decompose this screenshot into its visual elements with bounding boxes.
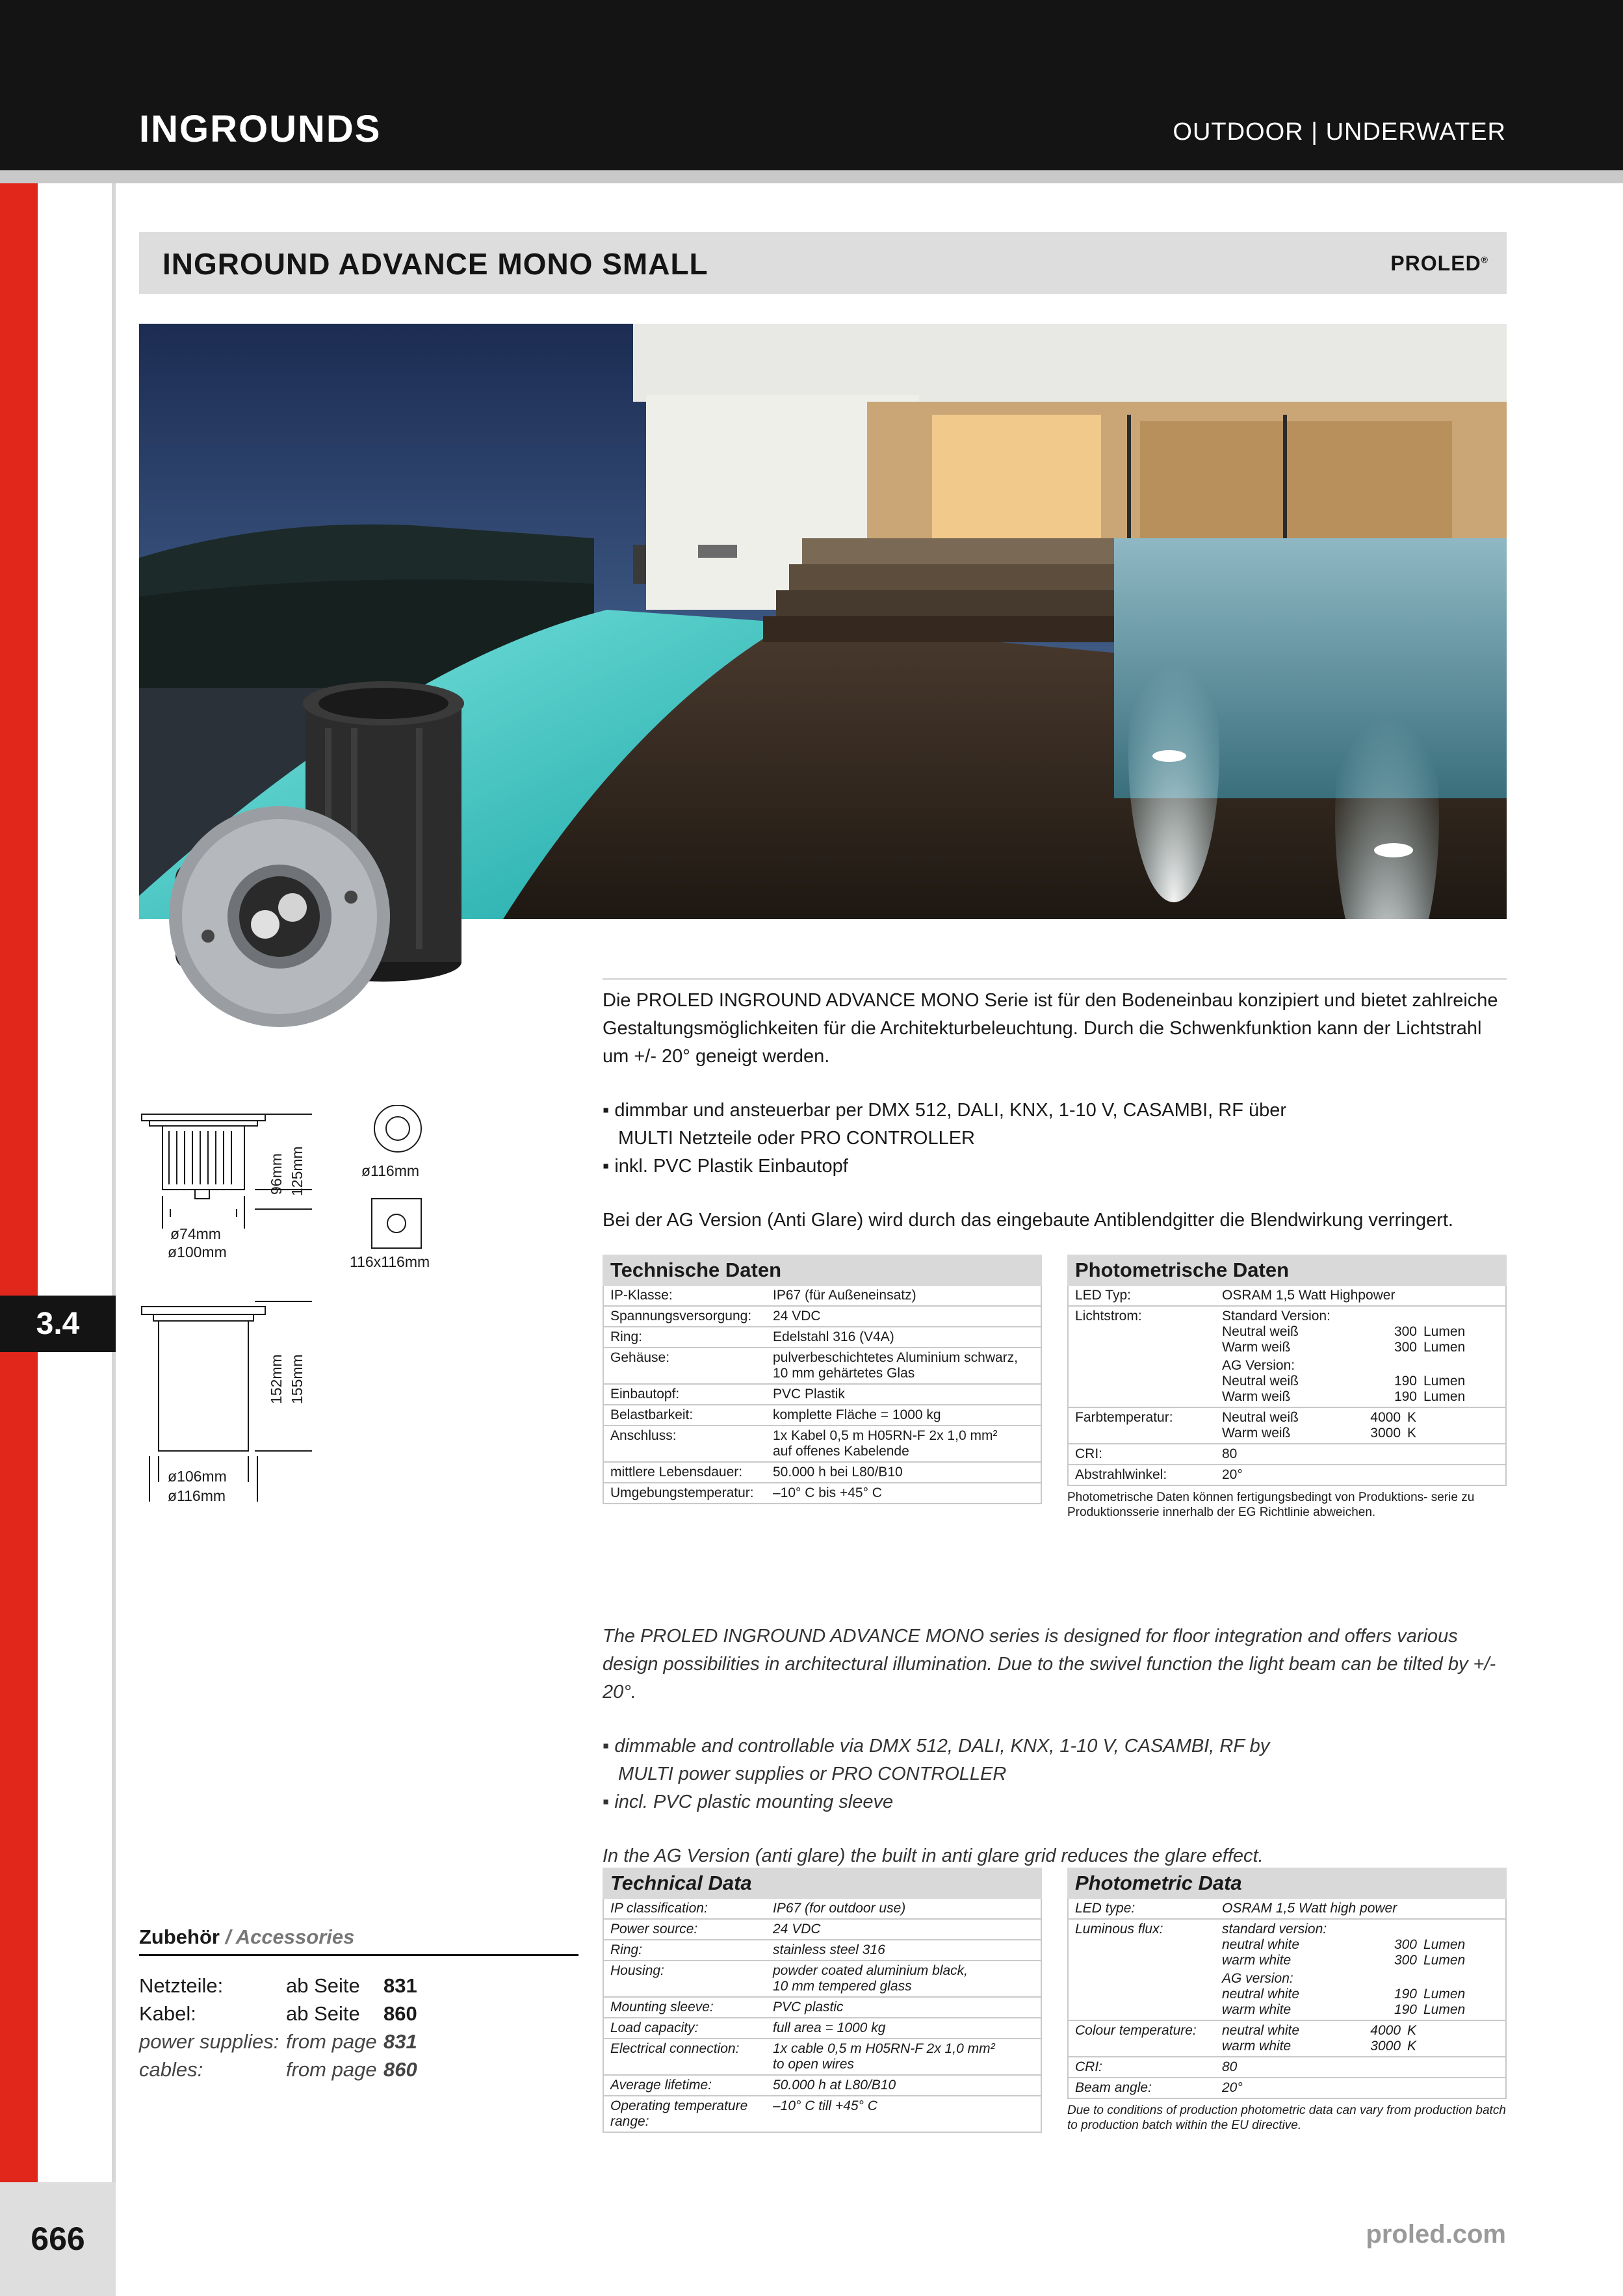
bullet-sleeve-en: ▪ incl. PVC plastic mounting sleeve	[603, 1792, 894, 1812]
photometric-table-en	[1067, 1868, 1507, 2133]
table-row: Housing: powder coated aluminium black, 10 mm tempered glass	[603, 1961, 1042, 1998]
inground-fixture-photo	[156, 676, 520, 1040]
fixture-product-image	[156, 676, 520, 1040]
table-row: Average lifetime: 50.000 h at L80/B10	[603, 2076, 1042, 2096]
dim-outer-diameter-1: ø100mm	[168, 1244, 227, 1260]
tech-data-title-en: Technical Data	[603, 1868, 1042, 1899]
product-title: INGROUND ADVANCE MONO SMALL	[162, 247, 708, 281]
bullet-control-de-cont: MULTI Netzteile oder PRO CONTROLLER	[618, 1128, 975, 1149]
table-row: Gehäuse: pulverbeschichtetes Aluminium schwarz, 10 mm gehärtetes Glas	[603, 1348, 1042, 1385]
table-row: Abstrahlwinkel: 20°	[1067, 1465, 1507, 1486]
dim-height-a-1: 96mm	[268, 1153, 285, 1195]
bullet-control-en: ▪ dimmable and controllable via DMX 512, DALI, KNX, 1-10 V, CASAMBI, RF by	[603, 1736, 1270, 1756]
bullet-control-en-cont: MULTI power supplies or PRO CONTROLLER	[618, 1764, 1007, 1784]
table-row: CRI: 80	[1067, 1444, 1507, 1465]
table-row: Electrical connection: 1x cable 0,5 m H05RN-F 2x 1,0 mm² to open wires	[603, 2039, 1042, 2076]
ag-note-en: In the AG Version (anti glare) the built in anti glare grid reduces the glare effect.	[603, 1846, 1264, 1866]
tech-data-title-de: Technische Daten	[603, 1255, 1042, 1286]
description-english	[603, 1623, 1507, 1870]
chapter-tab: 3.4	[0, 1296, 116, 1352]
table-row: Ring: Edelstahl 316 (V4A)	[603, 1327, 1042, 1348]
table-row: CRI: 80	[1067, 2057, 1507, 2078]
table-row: mittlere Lebensdauer: 50.000 h bei L80/B10	[603, 1463, 1042, 1483]
bullet-sleeve-de: ▪ inkl. PVC Plastik Einbautopf	[603, 1156, 848, 1177]
table-row: Farbtemperatur: Neutral weiß 4000 K Warm weiß 3000 K	[1067, 1408, 1507, 1444]
table-row: Einbautopf: PVC Plastik	[603, 1385, 1042, 1405]
dim-inner-diameter-1: ø74mm	[170, 1225, 221, 1242]
accent-stripe	[0, 183, 38, 2182]
description-german	[603, 987, 1507, 1234]
accessory-row-cables-en[interactable]: cables: from page 860	[139, 2058, 417, 2081]
product-header	[139, 232, 1507, 294]
dim-inner-diameter-3: ø106mm	[168, 1468, 227, 1485]
accessory-row-power-en[interactable]: power supplies: from page 831	[139, 2030, 417, 2053]
accessory-row-power[interactable]: Netzteile: ab Seite 831	[139, 1974, 417, 1997]
margin-line	[112, 183, 116, 2182]
section-subtitle: OUTDOOR | UNDERWATER	[1173, 118, 1506, 146]
table-row: Anschluss: 1x Kabel 0,5 m H05RN-F 2x 1,0 mm² auf offenes Kabelende	[603, 1426, 1042, 1463]
table-row: LED type: OSRAM 1,5 Watt high power	[1067, 1899, 1507, 1920]
table-row: Load capacity: full area = 1000 kg	[603, 2018, 1042, 2039]
accessories-title: Zubehör / Accessories	[139, 1925, 578, 1956]
table-row: IP-Klasse: IP67 (für Außeneinsatz)	[603, 1286, 1042, 1307]
table-row: Lichtstrom: Standard Version: Neutral weiß 300 Lumen Warm weiß 300 Lumen AG Version: Neutral weiß 190 Lumen Warm weiß 190 Lumen	[1067, 1307, 1507, 1408]
dim-height-a-3: 152mm	[268, 1354, 285, 1404]
photometric-title-en: Photometric Data	[1067, 1868, 1507, 1899]
dim-round-cover: ø116mm	[361, 1162, 420, 1179]
page-number: 666	[0, 2182, 116, 2296]
dim-square-cover: 116x116mm	[350, 1253, 430, 1270]
table-row: Mounting sleeve: PVC plastic	[603, 1998, 1042, 2018]
header-divider	[0, 170, 1623, 183]
description-intro-en: The PROLED INGROUND ADVANCE MONO series is designed for floor integration and offers various design possibilities in architectural illumination. Due to the swivel function the light beam can be tilted by +/- 20°.	[603, 1626, 1496, 1702]
brand-logo: PROLED®	[1390, 252, 1488, 275]
ag-note-de: Bei der AG Version (Anti Glare) wird durch das eingebaute Antiblendgitter die Blendwirkung verringert.	[603, 1210, 1453, 1231]
tech-data-table-de	[603, 1255, 1042, 1504]
tech-data-table-en	[603, 1868, 1042, 2133]
photometric-table-de	[1067, 1255, 1507, 1520]
dim-outer-diameter-3: ø116mm	[168, 1487, 226, 1504]
table-row: Power source: 24 VDC	[603, 1920, 1042, 1940]
table-row: Belastbarkeit: komplette Fläche = 1000 kg	[603, 1405, 1042, 1426]
accessories-section	[139, 1925, 578, 2083]
website-link[interactable]: proled.com	[1366, 2220, 1506, 2249]
description-intro-de: Die PROLED INGROUND ADVANCE MONO Serie ist für den Bodeneinbau konzipiert und bietet zahlreiche Gestaltungsmöglichkeiten für die Architekturbeleuchtung. Durch die Schwenkfunktion kann der Lichtstrahl um +/- 20° geneigt werden.	[603, 990, 1498, 1067]
table-row: Spannungsversorgung: 24 VDC	[603, 1307, 1042, 1327]
photometric-note-en: Due to conditions of production photometric data can vary from production batch to production batch within the EU directive.	[1067, 2104, 1506, 2132]
photometric-note-de: Photometrische Daten können fertigungsbedingt von Produktions- serie zu Produktionsserie innerhalb der EG Richtlinie abweichen.	[1067, 1491, 1475, 1519]
accessory-row-cables[interactable]: Kabel: ab Seite 860	[139, 2002, 417, 2025]
table-row: IP classification: IP67 (for outdoor use)	[603, 1899, 1042, 1920]
table-row: LED Typ: OSRAM 1,5 Watt Highpower	[1067, 1286, 1507, 1307]
table-row: Luminous flux: standard version: neutral white 300 Lumen warm white 300 Lumen AG version: neutral white 190 Lumen warm white 190 Lumen	[1067, 1920, 1507, 2021]
table-row: Ring: stainless steel 316	[603, 1940, 1042, 1961]
section-title: INGROUNDS	[139, 108, 382, 150]
description-divider	[603, 978, 1507, 980]
table-row: Colour temperature: neutral white 4000 K warm white 3000 K	[1067, 2021, 1507, 2057]
bullet-control-de: ▪ dimmbar und ansteuerbar per DMX 512, DALI, KNX, 1-10 V, CASAMBI, RF über	[603, 1100, 1287, 1121]
dim-height-b-3: 155mm	[289, 1354, 305, 1404]
table-row: Umgebungstemperatur: –10° C bis +45° C	[603, 1483, 1042, 1504]
dim-height-b-1: 125mm	[289, 1146, 305, 1196]
table-row: Operating temperature range: –10° C till +45° C	[603, 2096, 1042, 2133]
photometric-title-de: Photometrische Daten	[1067, 1255, 1507, 1286]
table-row: Beam angle: 20°	[1067, 2078, 1507, 2099]
